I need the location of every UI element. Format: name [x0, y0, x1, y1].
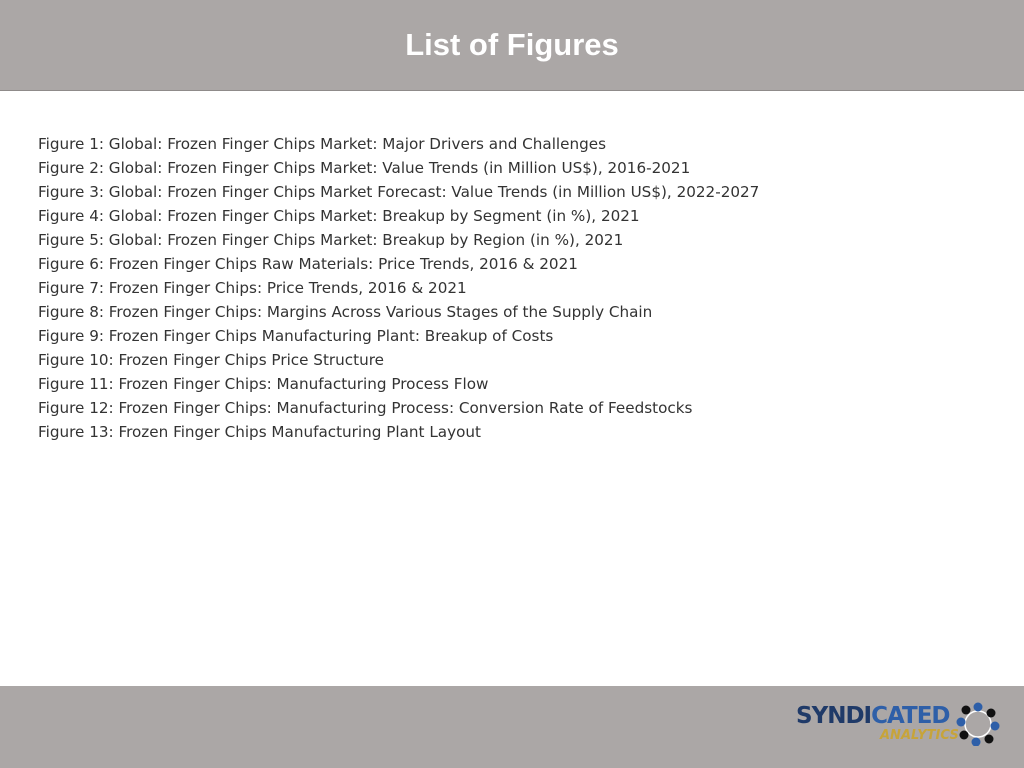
syndicated-analytics-logo	[796, 700, 1002, 750]
figure-list-item: Figure 13: Frozen Finger Chips Manufacturing Plant Layout	[38, 423, 481, 441]
figure-list	[38, 132, 759, 444]
logo-word-part1: SYNDI	[796, 703, 872, 729]
figure-list-item: Figure 10: Frozen Finger Chips Price Structure	[38, 351, 384, 369]
logo-wordmark	[796, 702, 950, 730]
figure-list-item: Figure 11: Frozen Finger Chips: Manufacturing Process Flow	[38, 375, 489, 393]
logo-tagline: ANALYTICS	[880, 728, 959, 743]
figure-list-item: Figure 12: Frozen Finger Chips: Manufacturing Process: Conversion Rate of Feedstocks	[38, 399, 693, 417]
figure-list-item: Figure 7: Frozen Finger Chips: Price Trends, 2016 & 2021	[38, 279, 467, 297]
figure-list-item: Figure 8: Frozen Finger Chips: Margins Across Various Stages of the Supply Chain	[38, 303, 653, 321]
page-title: List of Figures	[405, 27, 619, 62]
logo-word-part2: CATED	[871, 703, 950, 729]
figure-list-item: Figure 9: Frozen Finger Chips Manufacturing Plant: Breakup of Costs	[38, 327, 554, 345]
header-bar	[0, 0, 1024, 91]
dots-ring-icon	[956, 702, 1000, 746]
figure-list-item: Figure 6: Frozen Finger Chips Raw Materials: Price Trends, 2016 & 2021	[38, 255, 578, 273]
figure-list-item: Figure 1: Global: Frozen Finger Chips Market: Major Drivers and Challenges	[38, 135, 607, 153]
figure-list-item: Figure 2: Global: Frozen Finger Chips Market: Value Trends (in Million US$), 2016-2021	[38, 159, 691, 177]
figure-list-item: Figure 5: Global: Frozen Finger Chips Market: Breakup by Region (in %), 2021	[38, 231, 624, 249]
figure-list-item: Figure 3: Global: Frozen Finger Chips Market Forecast: Value Trends (in Million US$), 2022-2027	[38, 183, 760, 201]
figure-list-item: Figure 4: Global: Frozen Finger Chips Market: Breakup by Segment (in %), 2021	[38, 207, 640, 225]
